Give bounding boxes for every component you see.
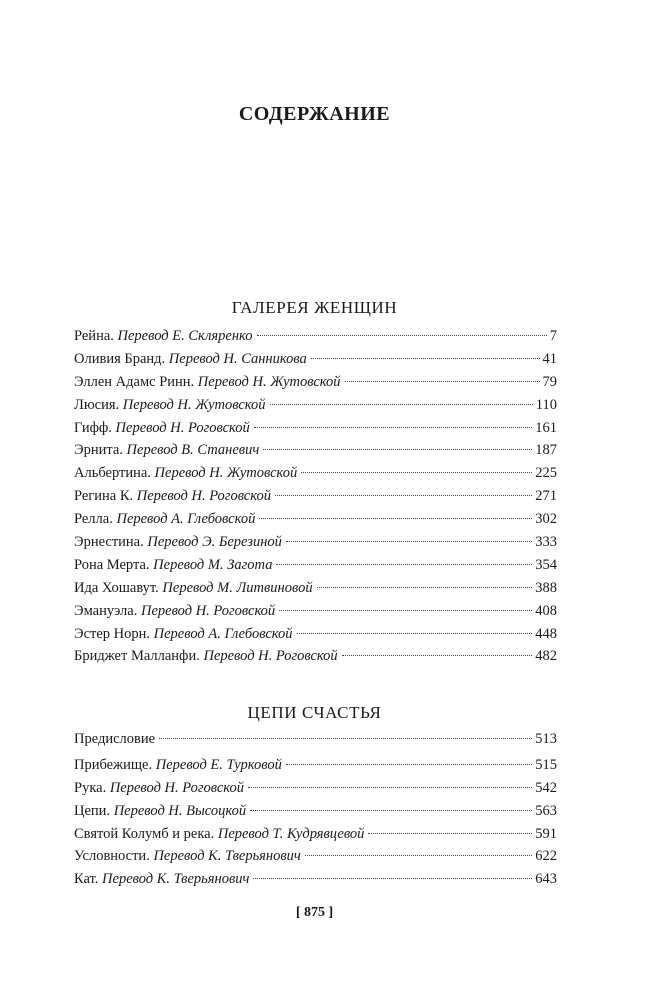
toc-entry-page: 622 [535, 848, 557, 865]
toc-entry-title: Эрнестина. [74, 534, 144, 551]
toc-entry-page: 643 [535, 871, 557, 888]
toc-entry-page: 225 [535, 465, 557, 482]
toc-entry-translator: Перевод Н. Жутовской [122, 396, 266, 413]
toc-entry-page: 563 [535, 802, 557, 819]
dot-leader [263, 449, 532, 450]
toc-entry-page: 7 [549, 328, 557, 344]
toc-entry-page: 354 [535, 556, 557, 573]
dot-leader [368, 833, 532, 834]
toc-entry-page: 110 [535, 396, 557, 413]
toc-entry-translator: Перевод Э. Березиной [147, 534, 282, 551]
toc-entry-translator: Перевод К. Тверьянович [102, 871, 250, 888]
toc-entry-title: Эллен Адамс Ринн. [74, 373, 195, 390]
toc-entry-page: 388 [535, 579, 557, 596]
toc-entry [74, 845, 557, 868]
toc-entry-translator: Перевод Н. Высоцкой [113, 802, 247, 819]
toc-entry-title: Бриджет Малланфи. [74, 648, 200, 665]
toc-entry-translator: Перевод Н. Роговской [140, 602, 276, 619]
toc-entry-page: 302 [535, 511, 557, 528]
toc-entry-translator: Перевод М. Загота [153, 556, 273, 573]
toc-entry [74, 439, 557, 462]
toc-entry-translator: Перевод Н. Санникова [168, 350, 307, 367]
toc-entry [74, 485, 557, 508]
toc-entry-page: 513 [535, 731, 557, 747]
toc-entry [74, 508, 557, 531]
toc-entry-translator: Перевод Е. Скляренко [117, 328, 253, 344]
toc-entry-translator: Перевод А. Глебовской [153, 625, 293, 642]
toc-entry [74, 417, 557, 440]
dot-leader [276, 564, 532, 565]
toc-entry-translator: Перевод В. Станевич [126, 442, 260, 459]
toc-entry [74, 645, 557, 668]
toc-entry-title: Эмануэла. [74, 602, 138, 619]
toc-entry-translator: Перевод Н. Роговской [203, 648, 338, 665]
toc-entry-translator: Перевод Н. Роговской [115, 419, 250, 436]
toc-entry [74, 623, 557, 646]
toc-entry-translator: Перевод Н. Жутовской [197, 373, 341, 390]
toc-entry-title: Релла. [74, 511, 113, 528]
dot-leader [286, 764, 532, 765]
dot-leader [301, 472, 532, 473]
toc-entry [74, 394, 557, 417]
toc-entry-page: 187 [535, 442, 557, 459]
toc-entry-title: Гифф. [74, 419, 112, 436]
toc-entry-title: Эрнита. [74, 442, 123, 459]
dot-leader [345, 381, 540, 382]
toc-entry [74, 868, 557, 891]
dot-leader [253, 878, 532, 879]
toc-entry-title: Рейна. [74, 328, 114, 344]
toc-entry [74, 754, 557, 777]
toc-entry-page: 408 [535, 602, 557, 619]
dot-leader [342, 655, 533, 656]
toc-entry [74, 800, 557, 823]
dot-leader [279, 610, 532, 611]
toc-list-gallery [74, 325, 557, 668]
toc-entry-title: Эстер Норн. [74, 625, 151, 642]
toc-entry-page: 542 [535, 779, 557, 796]
dot-leader [270, 404, 533, 405]
toc-entry [74, 371, 557, 394]
toc-entry-page: 448 [535, 625, 557, 642]
toc-entry-title: Оливия Бранд. [74, 350, 166, 367]
toc-entry-translator: Перевод К. Тверьянович [153, 848, 301, 865]
toc-entry-translator: Перевод Т. Кудрявцевой [217, 825, 365, 842]
toc-entry [74, 348, 557, 371]
dot-leader [159, 738, 532, 739]
toc-entry-page: 161 [535, 419, 557, 436]
dot-leader [250, 810, 532, 811]
page-title: СОДЕРЖАНИЕ [238, 103, 391, 125]
toc-entry-title: Цепи. [74, 802, 111, 819]
toc-entry-page: 482 [535, 648, 557, 665]
toc-entry-page: 515 [535, 756, 557, 773]
dot-leader [311, 358, 540, 359]
page-number: [ 875 ] [295, 905, 334, 920]
toc-entry-translator: Перевод А. Глебовской [116, 511, 256, 528]
toc-entry-translator: Перевод Н. Жутовской [154, 465, 298, 482]
toc-entry-title: Кат. [74, 871, 99, 888]
toc-entry-title: Регина К. [74, 488, 134, 505]
toc-entry-title: Святой Колумб и река. [74, 825, 215, 842]
toc-entry-title: Альбертина. [74, 465, 151, 482]
section-title-chains: ЦЕПИ СЧАСТЬЯ [247, 703, 382, 722]
toc-entry-translator: Перевод Н. Роговской [136, 488, 271, 505]
toc-entry [74, 554, 557, 577]
toc-entry [74, 823, 557, 846]
toc-list-chains [74, 728, 557, 891]
toc-entry-title: Рона Мерта. [74, 556, 150, 573]
toc-entry [74, 600, 557, 623]
toc-entry-page: 591 [535, 825, 557, 842]
dot-leader [317, 587, 533, 588]
toc-entry-title: Люсия. [74, 396, 120, 413]
toc-entry-translator: Перевод М. Литвиновой [162, 579, 313, 596]
section-title-gallery: ГАЛЕРЕЯ ЖЕНЩИН [231, 298, 398, 317]
toc-entry-translator: Перевод Е. Турковой [155, 756, 282, 773]
toc-entry [74, 462, 557, 485]
dot-leader [275, 495, 532, 496]
toc-entry-translator: Перевод Н. Роговской [109, 779, 245, 796]
toc-entry [74, 325, 557, 348]
toc-entry-page: 79 [542, 373, 557, 390]
toc-entry-title: Ида Хошавут. [74, 579, 159, 596]
toc-entry [74, 577, 557, 600]
toc-entry-title: Условности. [74, 848, 150, 865]
toc-entry-page: 271 [535, 488, 557, 505]
toc-entry [74, 777, 557, 800]
toc-entry-title: Прибежище. [74, 756, 153, 773]
dot-leader [297, 633, 533, 634]
toc-entry [74, 531, 557, 554]
dot-leader [257, 335, 547, 336]
dot-leader [305, 855, 532, 856]
toc-entry-page: 333 [535, 534, 557, 551]
toc-entry-page: 41 [542, 350, 557, 367]
dot-leader [259, 518, 532, 519]
toc-entry-title: Предисловие [74, 731, 156, 747]
toc-entry [74, 728, 557, 751]
dot-leader [254, 427, 533, 428]
dot-leader [248, 787, 532, 788]
toc-entry-title: Рука. [74, 779, 107, 796]
dot-leader [286, 541, 532, 542]
